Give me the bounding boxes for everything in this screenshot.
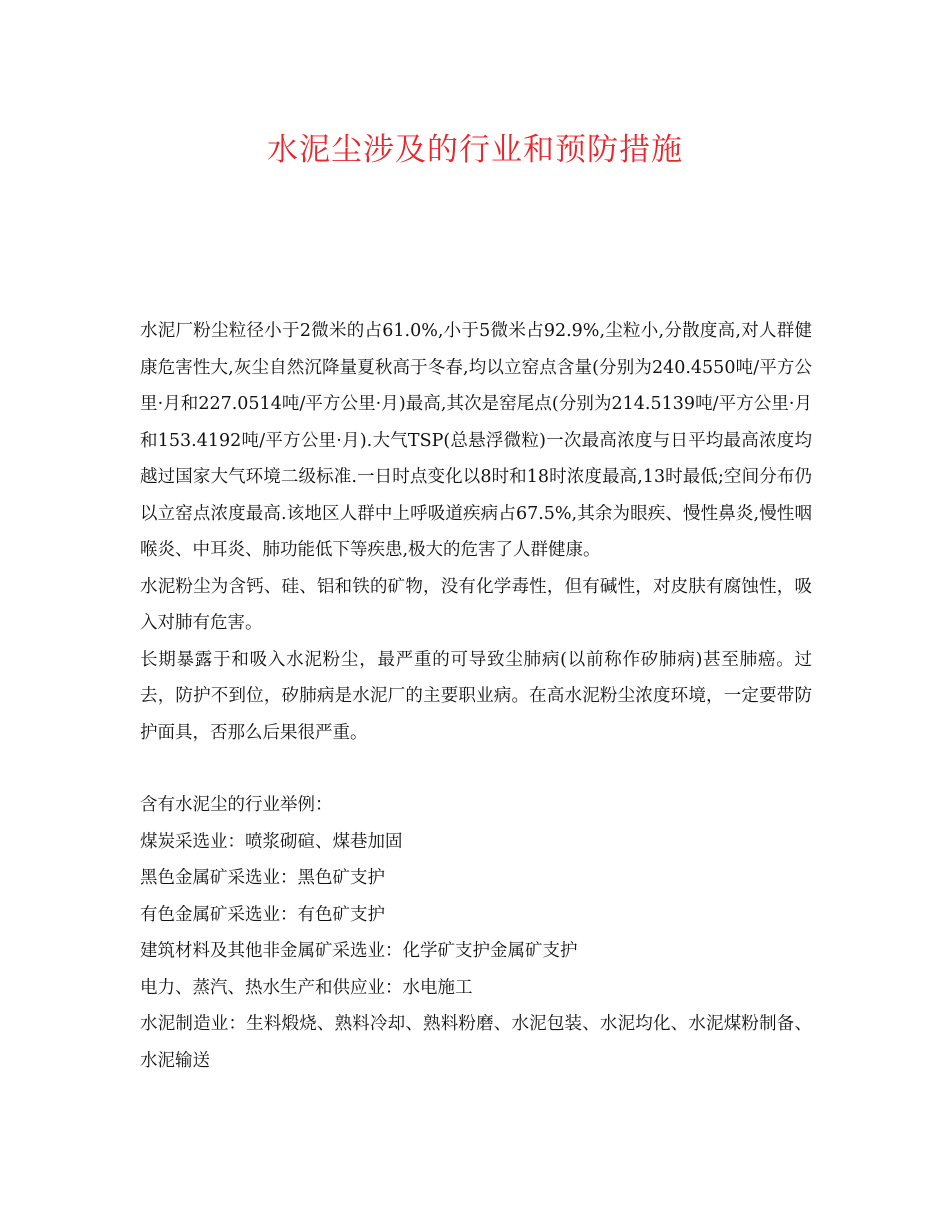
paragraph-dust-composition: 水泥粉尘为含钙、硅、铝和铁的矿物，没有化学毒性，但有碱性，对皮肤有腐蚀性，吸入对肺有危害。 (140, 576, 812, 633)
industry-item-coal: 煤炭采选业：喷浆砌碹、煤巷加固 (140, 831, 403, 852)
industry-item-cement-manufacturing: 水泥制造业：生料煅烧、熟料冷却、熟料粉磨、水泥包装、水泥均化、水泥煤粉制备、水泥输送 (140, 1014, 812, 1071)
industry-item-building-materials: 建筑材料及其他非金属矿采选业：化学矿支护金属矿支护 (140, 941, 578, 961)
industry-list-title: 含有水泥尘的行业举例： (140, 795, 333, 815)
industry-item-nonferrous: 有色金属矿采选业：有色矿支护 (140, 904, 385, 925)
section-spacer (140, 751, 812, 787)
page-title: 水泥尘涉及的行业和预防措施 (267, 132, 683, 168)
paragraph-health-risk: 长期暴露于和吸入水泥粉尘，最严重的可导致尘肺病(以前称作矽肺病)甚至肺癌。过去，防护不到位，矽肺病是水泥厂的主要职业病。在高水泥粉尘浓度环境，一定要带防护面具，否那么后果很严重。 (140, 649, 812, 743)
paragraph-dust-particle-stats: 水泥厂粉尘粒径小于2微米的占61.0%,小于5微米占92.9%,尘粒小,分散度高,对人群健康危害性大,灰尘自然沉降量夏秋高于冬春,均以立窑点含量(分别为240.4550吨/平方公里·月和227.0514吨/平方公里·月)最高,其次是窑尾点(分别为214.5139吨/平方公里·月和153.4192吨/平方公里·月).大气TSP(总悬浮微粒)一次最高浓度与日平均最高浓度均越过国家大气环境二级标准.一日时点变化以8时和18时浓度最高,13时最低;空间分布仍以立窑点浓度最高.该地区人群中上呼吸道疾病占67.5%,其余为眼疾、慢性鼻炎,慢性咽喉炎、中耳炎、肺功能低下等疾患,极大的危害了人群健康。 (140, 321, 812, 560)
industry-item-power: 电力、蒸汽、热水生产和供应业：水电施工 (140, 977, 473, 998)
industry-item-ferrous: 黑色金属矿采选业：黑色矿支护 (140, 868, 385, 888)
document-body (140, 313, 812, 1079)
